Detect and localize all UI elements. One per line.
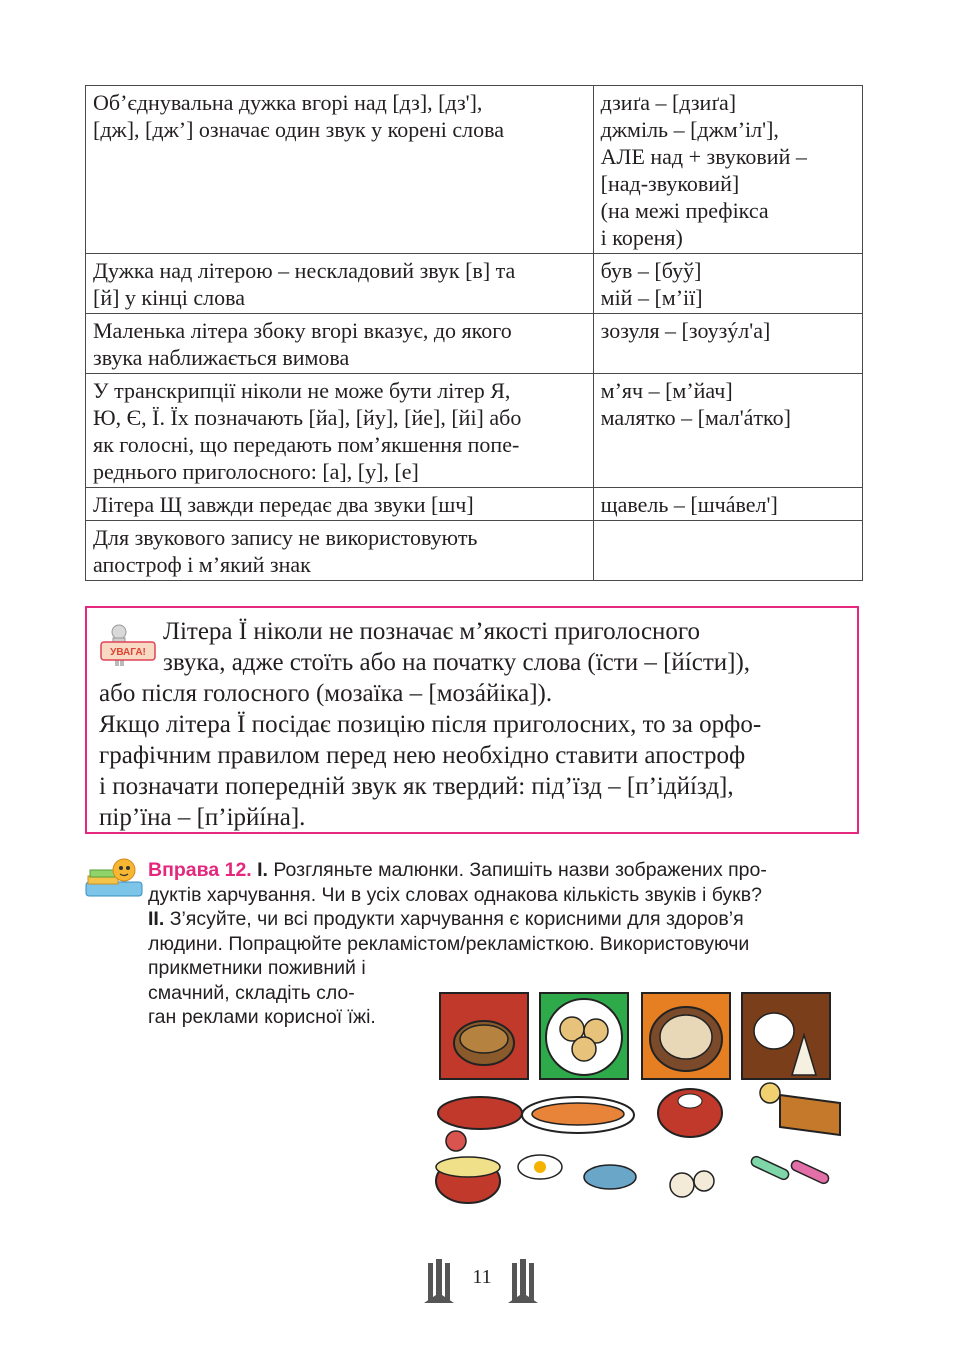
- rule-text: звука наближається вимова: [93, 345, 350, 370]
- table-row: [86, 374, 863, 488]
- rule-text: [дж], [дж’] означає один звук у корені слова: [93, 117, 504, 142]
- table-row: [86, 254, 863, 314]
- example-cell: [593, 254, 862, 314]
- rule-text: Маленька літера збоку вгорі вказує, до якого: [93, 318, 512, 343]
- exercise-text: З’ясуйте, чи всі продукти харчування є корисними для здоров’я: [169, 908, 744, 930]
- notice-line: графічним правилом перед нею необхідно ставити апостроф: [99, 742, 746, 769]
- left-ornament-icon: [424, 1259, 454, 1303]
- notice-line: Якщо літера Ї посідає позицію після приголосних, то за орфо-: [99, 711, 762, 738]
- example-text: щавель – [шчáвел']: [600, 492, 778, 517]
- exercise-text: смачний, складіть сло-: [148, 981, 355, 1004]
- rule-text: Літера Щ завжди передає два звуки [шч]: [93, 492, 474, 517]
- exercise-text: Розгляньте малюнки. Запишіть назви зображених про-: [273, 859, 767, 881]
- rule-cell: [86, 488, 594, 521]
- page-number: 11: [472, 1266, 492, 1288]
- example-text: [над-звуковий]: [600, 171, 740, 196]
- example-text: м’яч – [м’йач]: [600, 378, 733, 403]
- rule-cell: [86, 314, 594, 374]
- rule-text: Дужка над літерою – нескладовий звук [в] та: [93, 258, 516, 283]
- part-marker: ІІ.: [148, 908, 165, 930]
- notice-line: і позначати попередній звук як твердий: під’їзд – [п’ідйíзд],: [99, 773, 734, 800]
- example-text: джміль – [джм’іл'],: [600, 117, 779, 142]
- table-row: [86, 86, 863, 254]
- example-text: дзиґа – [дзиґа]: [600, 90, 737, 115]
- rule-text: як голосні, що передають пом’якшення попе-: [93, 432, 520, 457]
- exercise-text: прикметники поживний і: [148, 957, 366, 979]
- exercise-text: ган реклами корисної їжі.: [148, 1006, 376, 1028]
- table-row: [86, 488, 863, 521]
- example-text: мій – [м’ії]: [600, 285, 703, 310]
- rule-cell: [86, 521, 594, 581]
- example-text: був – [буў]: [600, 258, 702, 283]
- notice-line: звука, адже стоїть або на початку слова (їсти – [йíсти]),: [163, 649, 751, 676]
- right-ornament-icon: [508, 1259, 538, 1303]
- example-cell: [593, 374, 862, 488]
- rule-text: Для звукового запису не використовують: [93, 525, 478, 550]
- exercise-icon: [84, 856, 144, 900]
- example-text: АЛЕ над + звуковий –: [600, 144, 807, 169]
- rule-text: Об’єднувальна дужка вгорі над [дз], [дз'],: [93, 90, 483, 115]
- rule-cell: [86, 254, 594, 314]
- rule-text: У транскрипції ніколи не може бути літер Я,: [93, 378, 511, 403]
- phonetics-rules-table: [85, 85, 863, 581]
- example-cell: [593, 521, 862, 581]
- example-text: (на межі префікса: [600, 198, 769, 223]
- exercise-text: людини. Попрацюйте рекламістом/рекламісткою. Використовуючи: [148, 932, 750, 955]
- example-text: зозуля – [зоузýл'а]: [600, 318, 771, 343]
- table-row: [86, 521, 863, 581]
- example-text: і кореня): [600, 225, 683, 250]
- rule-text: реднього приголосного: [а], [у], [е]: [93, 459, 419, 484]
- exercise-title: Вправа 12.: [148, 859, 252, 881]
- example-cell: [593, 314, 862, 374]
- rule-cell: [86, 86, 594, 254]
- example-text: малятко – [мал'áтко]: [600, 405, 791, 430]
- example-cell: [593, 488, 862, 521]
- notice-line: пір’їна – [п’ірйíна].: [99, 804, 306, 831]
- rule-cell: [86, 374, 594, 488]
- example-cell: [593, 86, 862, 254]
- part-marker: І.: [257, 859, 268, 881]
- notice-line: Літера Ї ніколи не позначає м’якості приголосного: [163, 618, 701, 645]
- svg-text:УВАГА!: УВАГА!: [110, 647, 146, 658]
- rule-text: апостроф і м’який знак: [93, 552, 311, 577]
- rule-text: [й] у кінці слова: [93, 285, 245, 310]
- notice-line: або після голосного (мозаїка – [мозáйіка]).: [99, 680, 553, 707]
- rule-text: Ю, Є, Ї. Їх позначають [йа], [йу], [йе], [йі] або: [93, 405, 522, 430]
- food-products-illustration: [420, 985, 860, 1215]
- table-row: [86, 314, 863, 374]
- exercise-text: дуктів харчування. Чи в усіх словах однакова кількість звуків і букв?: [148, 883, 762, 906]
- attention-badge-icon: [99, 624, 157, 674]
- attention-notice: [85, 606, 859, 834]
